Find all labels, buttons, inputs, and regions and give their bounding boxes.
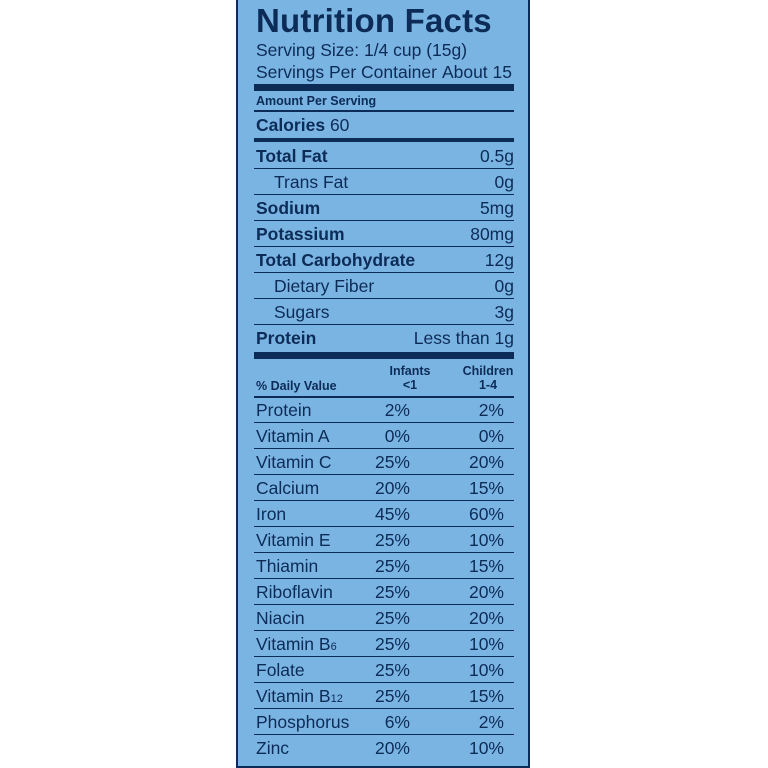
infants-percent: 25%: [374, 530, 410, 550]
daily-value-row: [254, 501, 514, 527]
calories-line: [256, 115, 349, 136]
infants-percent: 2%: [384, 400, 410, 420]
nutrient-label: Total Fat: [256, 146, 328, 166]
thick-rule: [254, 84, 514, 91]
infants-percent: 25%: [374, 582, 410, 602]
nutrient-row: [254, 169, 514, 195]
children-percent: 20%: [468, 608, 504, 628]
children-percent: 60%: [468, 504, 504, 524]
calories-value: 60: [329, 115, 350, 135]
daily-value-row: [254, 579, 514, 605]
infants-percent: 25%: [374, 634, 410, 654]
infants-percent: 0%: [384, 426, 410, 446]
daily-value-name: [256, 582, 333, 603]
daily-value-row: [254, 527, 514, 553]
nutrient-row: [254, 325, 514, 351]
nutrient-row: [254, 247, 514, 273]
daily-value-name-text: Vitamin B: [256, 634, 331, 654]
infants-percent: 25%: [374, 452, 410, 472]
daily-value-row: [254, 735, 514, 761]
children-percent: 10%: [468, 530, 504, 550]
thin-rule: [254, 110, 514, 112]
daily-value-row: [254, 657, 514, 683]
panel-title: Nutrition Facts: [256, 2, 492, 39]
infants-percent: 25%: [374, 686, 410, 706]
vitamin-subscript: 12: [330, 693, 343, 705]
amount-per-serving: Amount Per Serving: [256, 94, 377, 108]
nutrient-value: 5mg: [479, 198, 514, 218]
daily-value-name: [256, 504, 286, 525]
nutrient-label: Dietary Fiber: [274, 276, 375, 296]
children-percent: 10%: [468, 660, 504, 680]
nutrient-value: 0g: [494, 172, 514, 192]
daily-value-name: [256, 478, 319, 499]
nutrient-label: Sugars: [274, 302, 330, 322]
daily-value-row: [254, 449, 514, 475]
daily-value-name: [256, 660, 305, 681]
daily-value-name-text: Folate: [256, 660, 305, 680]
children-header-line1: Children: [462, 364, 514, 378]
serving-size: Serving Size: 1/4 cup (15g): [256, 40, 468, 60]
daily-value-row: [254, 631, 514, 657]
daily-value-row: [254, 553, 514, 579]
daily-value-name: [256, 452, 332, 473]
children-percent: 0%: [478, 426, 504, 446]
infants-percent: 25%: [374, 556, 410, 576]
nutrient-label: Sodium: [256, 198, 321, 218]
children-percent: 15%: [468, 556, 504, 576]
infants-header: [380, 364, 440, 392]
nutrient-value: 0.5g: [479, 146, 514, 166]
infants-percent: 45%: [374, 504, 410, 524]
daily-value-name-text: Zinc: [256, 738, 290, 758]
children-percent: 15%: [468, 478, 504, 498]
medium-rule: [254, 138, 514, 142]
nutrient-value: 12g: [484, 250, 514, 270]
nutrient-value: 0g: [494, 276, 514, 296]
nutrient-row: [254, 273, 514, 299]
daily-value-name-text: Iron: [256, 504, 287, 524]
nutrient-label: Trans Fat: [274, 172, 349, 192]
daily-value-name-text: Niacin: [256, 608, 305, 628]
nutrition-facts-panel: [236, 0, 530, 768]
infants-percent: 20%: [374, 738, 410, 758]
vitamin-subscript: 6: [330, 641, 337, 653]
nutrient-row: [254, 299, 514, 325]
nutrient-label: Potassium: [256, 224, 345, 244]
daily-value-row: [254, 423, 514, 449]
daily-value-name: [256, 686, 343, 707]
daily-value-row: [254, 605, 514, 631]
nutrient-label: Protein: [256, 328, 317, 348]
children-percent: 2%: [478, 400, 504, 420]
calories-label: Calories: [256, 115, 326, 135]
nutrient-label: Total Carbohydrate: [256, 250, 416, 270]
daily-value-name-text: Calcium: [256, 478, 320, 498]
daily-value-name-text: Vitamin E: [256, 530, 331, 550]
infants-percent: 6%: [384, 712, 410, 732]
children-header: [456, 364, 520, 392]
daily-value-name: [256, 426, 330, 447]
daily-value-name-text: Phosphorus: [256, 712, 350, 732]
daily-value-row: [254, 683, 514, 709]
infants-header-line1: Infants: [389, 364, 431, 378]
infants-percent: 25%: [374, 660, 410, 680]
children-percent: 10%: [468, 738, 504, 758]
nutrient-row: [254, 195, 514, 221]
nutrient-value: Less than 1g: [413, 328, 514, 348]
children-percent: 15%: [468, 686, 504, 706]
infants-percent: 20%: [374, 478, 410, 498]
nutrient-row: [254, 143, 514, 169]
daily-value-name-text: Thiamin: [256, 556, 319, 576]
daily-value-name-text: Protein: [256, 400, 312, 420]
children-percent: 10%: [468, 634, 504, 654]
daily-value-name-text: Vitamin A: [256, 426, 330, 446]
nutrient-value: 80mg: [470, 224, 514, 244]
infants-percent: 25%: [374, 608, 410, 628]
daily-value-name: [256, 712, 349, 733]
daily-value-name: [256, 400, 311, 421]
children-header-line2: 1-4: [478, 378, 498, 392]
daily-value-name-text: Vitamin C: [256, 452, 332, 472]
daily-value-row: [254, 397, 514, 423]
daily-value-name-text: Vitamin B: [256, 686, 331, 706]
infants-header-line2: <1: [402, 378, 418, 392]
servings-per-container-value: About 15: [441, 62, 512, 82]
nutrient-row: [254, 221, 514, 247]
daily-value-name-text: Riboflavin: [256, 582, 333, 602]
nutrient-value: 3g: [494, 302, 514, 322]
daily-value-name: [256, 634, 337, 655]
children-percent: 2%: [478, 712, 504, 732]
children-percent: 20%: [468, 582, 504, 602]
daily-value-row: [254, 475, 514, 501]
daily-value-name: [256, 738, 289, 759]
daily-value-name: [256, 608, 305, 629]
daily-value-name: [256, 556, 318, 577]
daily-value-label: % Daily Value: [256, 379, 337, 393]
servings-per-container-label: Servings Per Container: [256, 62, 437, 82]
daily-value-name: [256, 530, 331, 551]
daily-value-row: [254, 709, 514, 735]
children-percent: 20%: [468, 452, 504, 472]
thick-rule-2: [254, 352, 514, 359]
